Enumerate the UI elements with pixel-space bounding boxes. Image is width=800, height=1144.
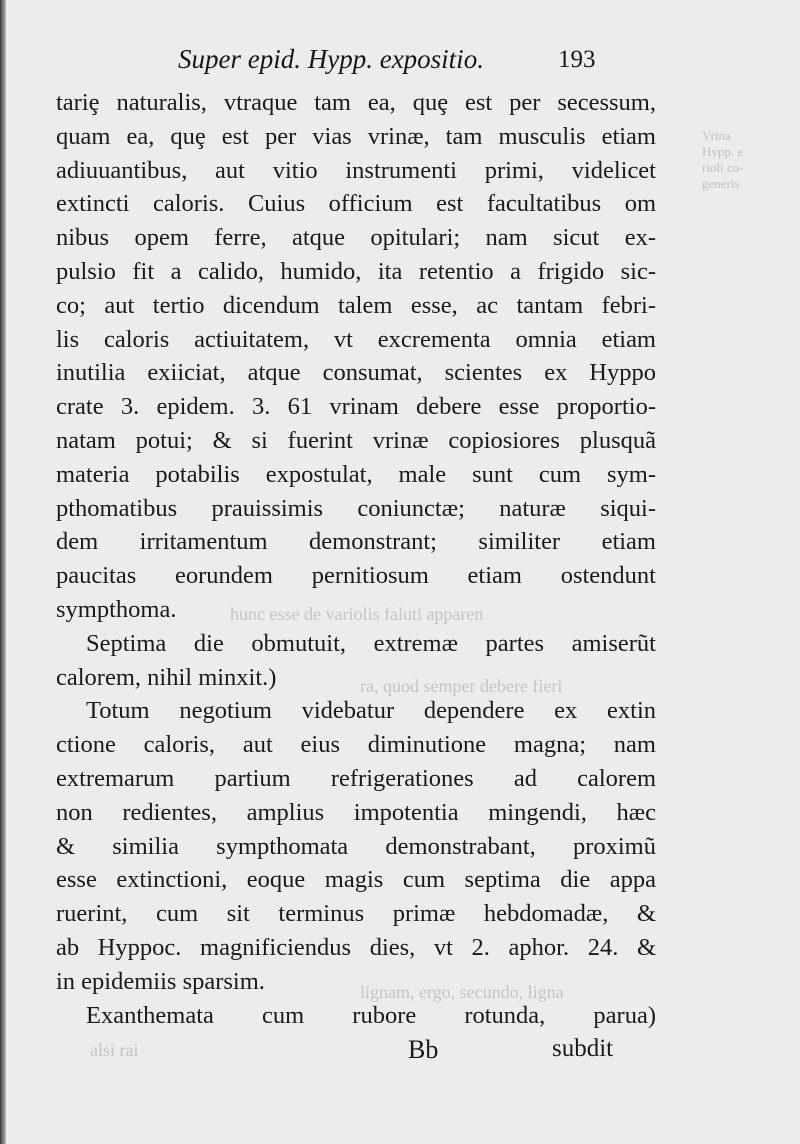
text-line: sympthoma. <box>56 595 177 623</box>
text-line: esse extinctioni, eoque magis cum septima die appa <box>56 866 656 894</box>
text-line: pulsio fit a calido, humido, ita retentio a frigido sic- <box>56 257 656 285</box>
text-line: inutilia exiiciat, atque consumat, scientes ex Hyppo <box>56 359 656 387</box>
bleed-margin-note: Vrina Hypp. e rioli co- generis <box>702 128 744 191</box>
text-line: co; aut tertio dicendum talem esse, ac tantam febri- <box>56 291 656 319</box>
text-line: paucitas eorundem pernitiosum etiam ostendunt <box>56 562 656 590</box>
signature-mark: Bb <box>408 1035 439 1064</box>
text-line: in epidemiis sparsim. <box>56 967 265 995</box>
bleed-through-text: lignam, ergo, secundo, ligna <box>360 982 564 1002</box>
text-line: tariȩ naturalis, vtraque tam ea, quȩ est per secessum, <box>56 89 656 116</box>
bleed-through-text: alsi rai <box>90 1040 139 1060</box>
text-line: crate 3. epidem. 3. 61 vrinam debere esse proportio- <box>56 393 656 421</box>
body-text <box>56 86 656 1032</box>
text-line: & similia sympthomata demonstrabant, proximũ <box>56 832 656 860</box>
quoted-passage-line: Exanthemata cum rubore rotunda, parua) <box>86 1001 656 1029</box>
text-line: Totum negotium videbatur dependere ex extin <box>86 697 656 725</box>
text-line: ruerint, cum sit terminus primæ hebdomadæ, & <box>56 900 656 928</box>
text-line: adiuuantibus, aut vitio instrumenti primi, videlicet <box>56 156 656 184</box>
catchword: subdit <box>552 1035 614 1062</box>
text-line: materia potabilis expostulat, male sunt cum sym- <box>56 460 656 488</box>
quoted-passage-line: calorem, nihil minxit.) <box>56 663 277 691</box>
text-line: quam ea, quȩ est per vias vrinæ, tam musculis etiam <box>56 122 656 150</box>
text-line: natam potui; & si fuerint vrinæ copiosiores plusquã <box>56 426 656 454</box>
text-line: ab Hyppoc. magnificiendus dies, vt 2. aphor. 24. & <box>56 933 656 961</box>
quoted-passage-line: Septima die obmutuit, extremæ partes amiserũt <box>86 629 656 657</box>
text-line: dem irritamentum demonstrant; similiter etiam <box>56 528 656 556</box>
text-line: ctione caloris, aut eius diminutione magna; nam <box>56 731 656 759</box>
scan-edge <box>0 0 6 1144</box>
text-line: extincti caloris. Cuius officium est facultatibus om <box>56 190 656 218</box>
running-title: Super epid. Hypp. expositio. <box>178 44 484 74</box>
text-line: non redientes, amplius impotentia mingendi, hæc <box>56 798 656 826</box>
text-line: pthomatibus prauissimis coniunctæ; naturæ siqui- <box>56 494 656 522</box>
page-number: 193 <box>558 46 596 73</box>
bleed-through-text: ra, quod semper debere fieri <box>360 676 563 696</box>
text-line: nibus opem ferre, atque opitulari; nam sicut ex- <box>56 224 656 252</box>
text-line: lis caloris actiuitatem, vt excrementa omnia etiam <box>56 325 656 353</box>
text-line: extremarum partium refrigerationes ad calorem <box>56 764 656 792</box>
page-footer <box>56 1035 656 1071</box>
bleed-through-text: hunc esse de variolis faluti apparen <box>230 604 484 624</box>
page-header <box>178 44 638 84</box>
